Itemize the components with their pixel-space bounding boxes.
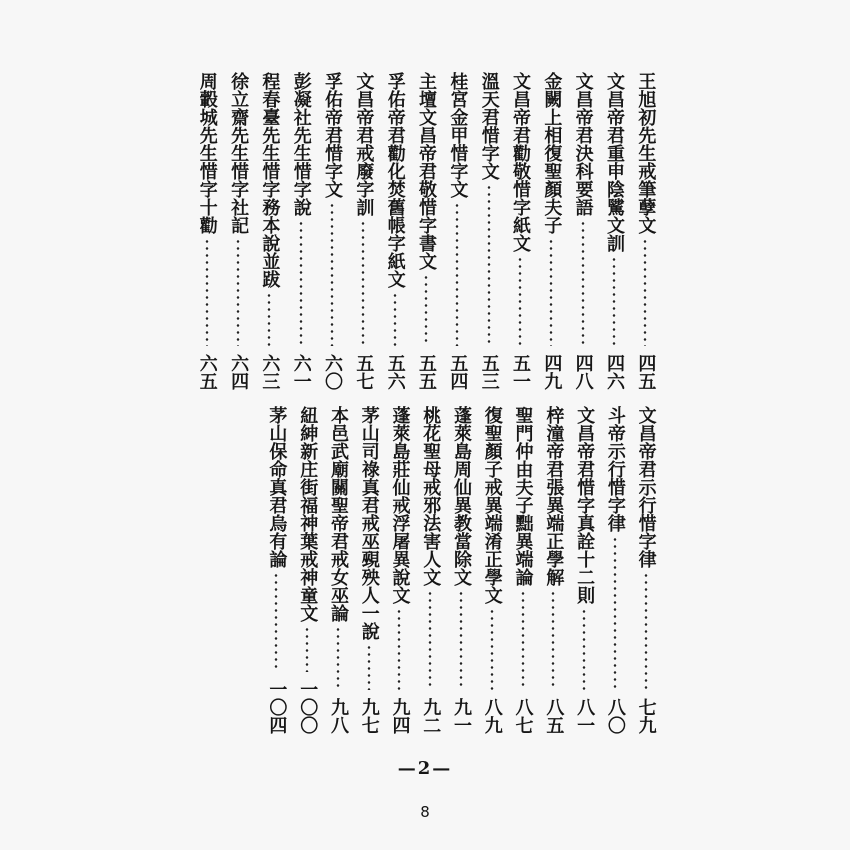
- scan-page-number: 8: [420, 803, 430, 821]
- toc-entry-title: 孚佑帝君惜字文: [322, 72, 344, 198]
- toc-entry-page: 九二: [420, 698, 442, 734]
- toc-dot-leader: [518, 256, 522, 346]
- toc-dot-leader: [236, 238, 240, 346]
- toc-entry-title: 主壇文昌帝君敬惜字書文: [416, 72, 438, 270]
- toc-entry-title: 紐紳新庄街福神葉戒神童文: [297, 406, 319, 622]
- toc-entry-title: 文昌帝君示行惜字律: [635, 406, 657, 568]
- toc-entry-title: 文昌帝君惜字真詮十二則: [574, 406, 596, 604]
- toc-entry: [600, 406, 629, 734]
- toc-entry-page: 六三: [259, 354, 281, 390]
- toc-entry-page: 五四: [447, 354, 469, 390]
- toc-entry-title: 梓潼帝君張異端正學解: [543, 406, 565, 586]
- toc-entry-title: 蓬萊島莊仙戒浮屠異說文: [389, 406, 411, 604]
- toc-dot-leader: [613, 536, 617, 690]
- toc-entry-page: 九四: [389, 698, 411, 734]
- toc-entry: [505, 72, 534, 390]
- toc-entry: [293, 406, 322, 734]
- toc-entry-title: 孚佑帝君勸化焚舊帳字紙文: [384, 72, 406, 288]
- toc-entry-page: 四五: [635, 354, 657, 390]
- toc-dot-leader: [367, 644, 371, 690]
- toc-entry: [539, 406, 568, 734]
- toc-entry-page: 四六: [604, 354, 625, 390]
- toc-entry: [537, 72, 566, 390]
- toc-entry-title: 文昌帝君決科要語: [572, 72, 594, 216]
- toc-entry-page: 八五: [543, 698, 565, 734]
- toc-entry-title: 桃花聖母戒邪法害人文: [420, 406, 442, 586]
- toc-entry-page: 五六: [384, 354, 406, 390]
- toc-entry: [385, 406, 414, 734]
- toc-entry-title: 聖門仲由夫子黜異端論: [512, 406, 534, 586]
- toc-entry-page: 四九: [541, 354, 563, 390]
- toc-entry-title: 斗帝示行惜字律: [604, 406, 626, 532]
- toc-entry: [192, 72, 221, 390]
- toc-entry: [631, 406, 660, 734]
- toc-dot-leader: [581, 220, 585, 346]
- toc-entry-title: 金闕上相復聖顏夫子: [541, 72, 563, 234]
- toc-dot-leader: [361, 220, 365, 346]
- toc-entry-page: 八一: [574, 698, 596, 734]
- toc-entry-page: 一〇四: [266, 680, 288, 734]
- toc-entry-page: 九七: [358, 698, 380, 734]
- page-folio: —2—: [397, 758, 453, 779]
- toc-dot-leader: [521, 590, 525, 690]
- toc-block-upper: [190, 72, 660, 390]
- toc-entry: [286, 72, 315, 390]
- toc-entry-page: 七九: [635, 698, 657, 734]
- toc-block-lower: [260, 406, 660, 734]
- toc-entry-title: 文昌帝君勸敬惜字紙文: [510, 72, 532, 252]
- toc-dot-leader: [644, 572, 648, 690]
- toc-dot-leader: [428, 590, 432, 690]
- toc-dot-leader: [336, 626, 340, 690]
- toc-dot-leader: [643, 238, 647, 346]
- toc-entry: [443, 72, 472, 390]
- toc-dot-leader: [487, 184, 491, 346]
- toc-entry-page: 六五: [196, 354, 218, 390]
- toc-entry-title: 彭凝社先生惜字說: [290, 72, 312, 216]
- toc-entry-title: 蓬萊島周仙異教當除文: [451, 406, 473, 586]
- toc-entry-title: 王旭初先生戒筆孽文: [635, 72, 657, 234]
- toc-entry: [631, 72, 660, 390]
- toc-dot-leader: [330, 202, 334, 346]
- toc-entry-page: 八九: [481, 698, 503, 734]
- toc-entry: [570, 406, 599, 734]
- toc-entry-title: 文昌帝君戒廢字訓: [353, 72, 375, 216]
- toc-entry-title: 桂宮金甲惜字文: [447, 72, 469, 198]
- toc-entry-page: 六一: [290, 354, 312, 390]
- toc-entry: [255, 72, 284, 390]
- toc-entry-title: 茅山司祿真君戒巫覡殃人一說: [358, 406, 380, 640]
- toc-entry-page: 五五: [416, 354, 438, 390]
- toc-entry: [262, 406, 291, 734]
- toc-entry: [599, 72, 628, 390]
- toc-dot-leader: [205, 238, 209, 346]
- toc-dot-leader: [582, 608, 586, 690]
- toc-entry-page: 八〇: [604, 698, 626, 734]
- toc-entry: [568, 72, 597, 390]
- toc-entry: [477, 406, 506, 734]
- toc-dot-leader: [549, 238, 553, 346]
- toc-entry: [411, 72, 440, 390]
- toc-dot-leader: [612, 256, 616, 346]
- toc-entry: [223, 72, 252, 390]
- toc-entry: [324, 406, 353, 734]
- toc-entry: [380, 72, 409, 390]
- toc-dot-leader: [299, 220, 303, 346]
- toc-entry: [317, 72, 346, 390]
- toc-entry-title: 周轂城先生惜字十勸: [196, 72, 218, 234]
- toc-entry-page: 六〇: [322, 354, 344, 390]
- toc-entry-title: 文昌帝君重申陰騭文訓: [604, 72, 625, 252]
- toc-dot-leader: [305, 626, 309, 672]
- toc-entry: [354, 406, 383, 734]
- toc-entry-page: 九一: [451, 698, 473, 734]
- toc-dot-leader: [490, 608, 494, 690]
- toc-dot-leader: [551, 590, 555, 690]
- toc-dot-leader: [397, 608, 401, 690]
- toc-dot-leader: [274, 572, 278, 672]
- toc-dot-leader: [267, 292, 271, 346]
- toc-entry-page: 六四: [228, 354, 250, 390]
- toc-entry-page: 五三: [478, 354, 500, 390]
- toc-entry-title: 茅山保命真君烏有論: [266, 406, 288, 568]
- toc-entry: [508, 406, 537, 734]
- toc-entry-title: 本邑武廟關聖帝君戒女巫論: [327, 406, 349, 622]
- toc-entry-page: 八七: [512, 698, 534, 734]
- toc-entry: [416, 406, 445, 734]
- toc-entry-title: 程春臺先生惜字務本說並跋: [259, 72, 281, 288]
- toc-entry-title: 復聖顏子戒異端淆正學文: [481, 406, 503, 604]
- toc-dot-leader: [424, 274, 428, 346]
- toc-entry-title: 溫天君惜字文: [478, 72, 500, 180]
- toc-dot-leader: [393, 292, 397, 346]
- toc-entry: [474, 72, 503, 390]
- toc-entry-page: 一〇〇: [297, 680, 319, 734]
- toc-dot-leader: [455, 202, 459, 346]
- toc-entry-page: 五一: [510, 354, 532, 390]
- toc-dot-leader: [459, 590, 463, 690]
- toc-entry-page: 九八: [327, 698, 349, 734]
- toc-entry: [447, 406, 476, 734]
- toc-entry-page: 四八: [572, 354, 594, 390]
- toc-entry-page: 五七: [353, 354, 375, 390]
- toc-entry-title: 徐立齋先生惜字社記: [228, 72, 250, 234]
- toc-entry: [349, 72, 378, 390]
